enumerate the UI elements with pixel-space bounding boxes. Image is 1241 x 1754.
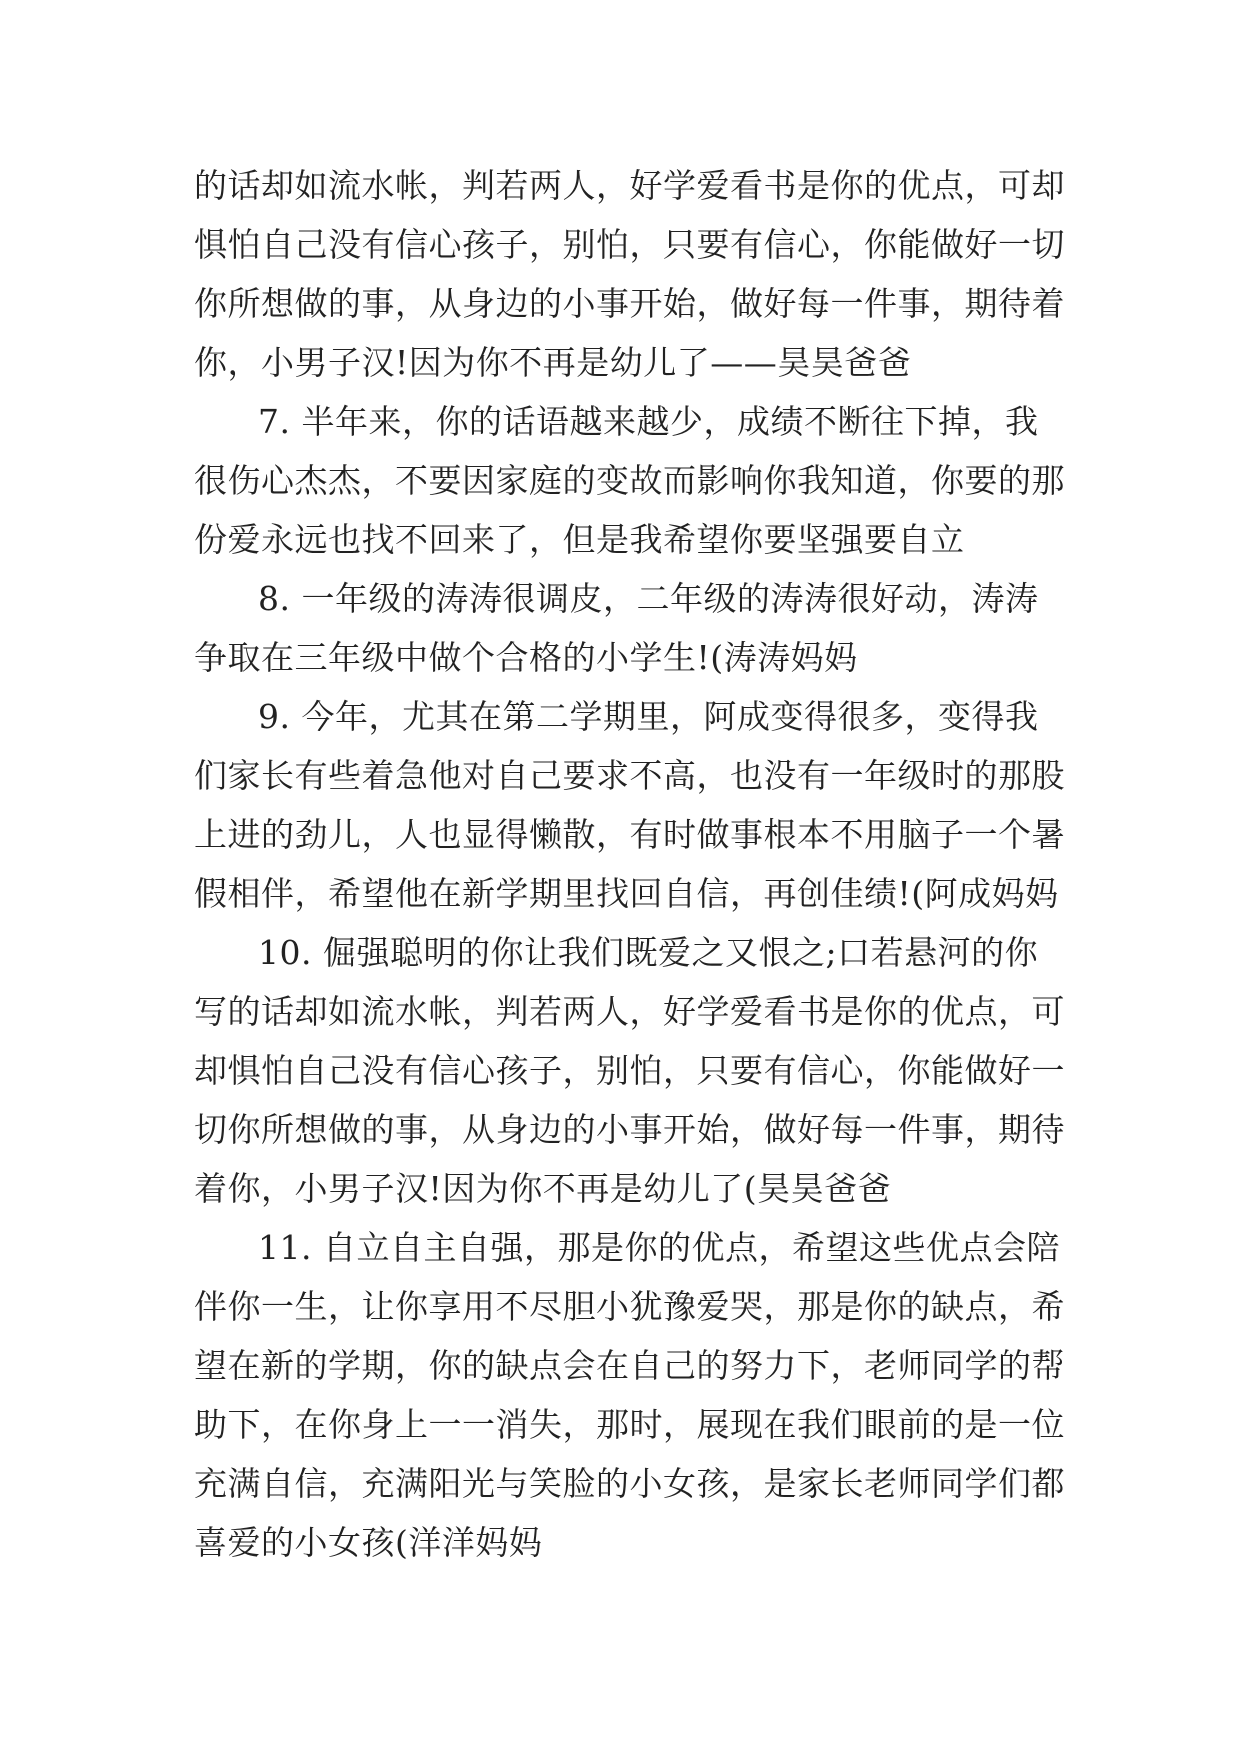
text-line: 喜爱的小女孩(洋洋妈妈 — [194, 1523, 543, 1562]
paragraph-first-line: 10. 倔强聪明的你让我们既爱之又恨之;口若悬河的你 — [258, 933, 1039, 972]
text-line: 你，小男子汉!因为你不再是幼儿了——昊昊爸爸 — [194, 343, 912, 382]
paragraph-first-line: 9. 今年，尤其在第二学期里，阿成变得很多，变得我 — [258, 697, 1039, 736]
text-line: 很伤心杰杰，不要因家庭的变故而影响你我知道，你要的那 — [194, 461, 1065, 500]
text-line: 写的话却如流水帐，判若两人，好学爱看书是你的优点，可 — [194, 992, 1065, 1031]
text-line: 着你，小男子汉!因为你不再是幼儿了(昊昊爸爸 — [194, 1169, 892, 1208]
text-line: 伴你一生，让你享用不尽胆小犹豫爱哭，那是你的缺点，希 — [194, 1287, 1065, 1326]
text-line: 望在新的学期，你的缺点会在自己的努力下，老师同学的帮 — [194, 1346, 1065, 1385]
paragraph-first-line: 7. 半年来，你的话语越来越少，成绩不断往下掉，我 — [258, 402, 1039, 441]
text-line: 的话却如流水帐，判若两人，好学爱看书是你的优点，可却 — [194, 166, 1065, 205]
text-line: 争取在三年级中做个合格的小学生!(涛涛妈妈 — [194, 638, 858, 677]
text-line: 上进的劲儿，人也显得懒散，有时做事根本不用脑子一个暑 — [194, 815, 1065, 854]
text-line: 份爱永远也找不回来了，但是我希望你要坚强要自立 — [194, 520, 965, 559]
text-line: 充满自信，充满阳光与笑脸的小女孩，是家长老师同学们都 — [194, 1464, 1065, 1503]
text-line: 助下，在你身上一一消失，那时，展现在我们眼前的是一位 — [194, 1405, 1065, 1444]
paragraph-first-line: 8. 一年级的涛涛很调皮，二年级的涛涛很好动，涛涛 — [258, 579, 1039, 618]
text-line: 们家长有些着急他对自己要求不高，也没有一年级时的那股 — [194, 756, 1065, 795]
document-body — [194, 156, 1065, 1572]
paragraph-first-line: 11. 自立自主自强，那是你的优点，希望这些优点会陪 — [258, 1228, 1060, 1267]
text-line: 却惧怕自己没有信心孩子，别怕，只要有信心，你能做好一 — [194, 1051, 1065, 1090]
text-line: 切你所想做的事，从身边的小事开始，做好每一件事，期待 — [194, 1110, 1065, 1149]
text-line: 惧怕自己没有信心孩子，别怕，只要有信心，你能做好一切 — [194, 225, 1065, 264]
text-line: 假相伴，希望他在新学期里找回自信，再创佳绩!(阿成妈妈 — [194, 874, 1059, 913]
text-line: 你所想做的事，从身边的小事开始，做好每一件事，期待着 — [194, 284, 1065, 323]
